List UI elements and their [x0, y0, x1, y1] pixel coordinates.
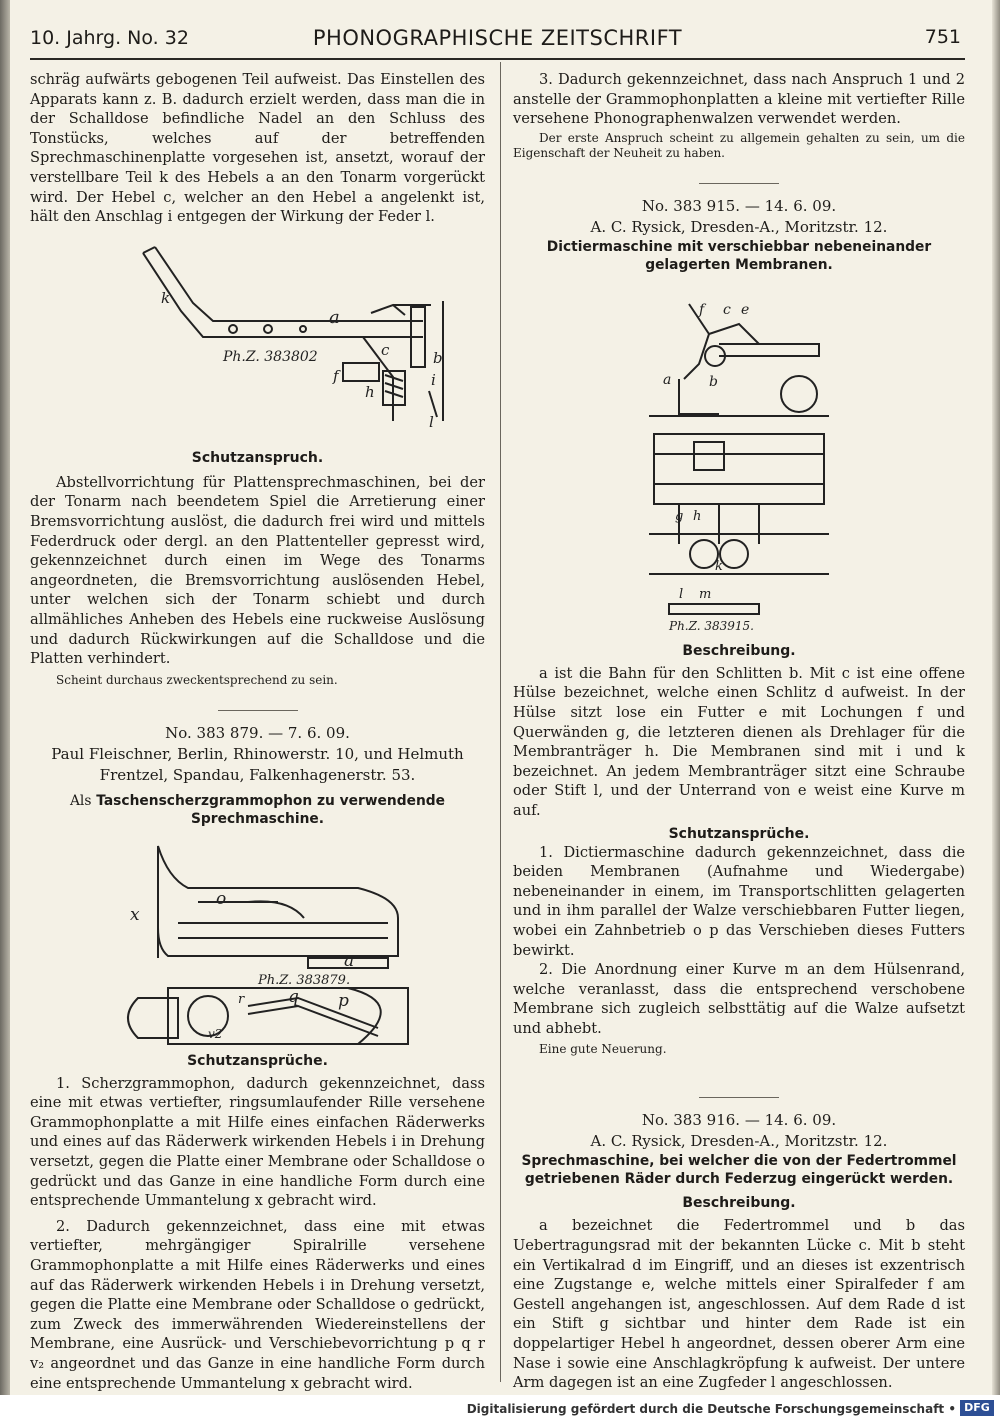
- figure-383802: [93, 241, 443, 431]
- label-a2: a: [343, 950, 354, 971]
- label-c3: c: [723, 301, 731, 318]
- figure-383802-drawing: [93, 241, 443, 431]
- label-l: l: [428, 412, 434, 431]
- label-p: p: [337, 990, 349, 1011]
- journal-title: PHONOGRAPHISCHE ZEITSCHRIFT: [312, 26, 683, 50]
- patent-383916-title: Sprechmaschine, bei welcher die von der Federtrommel getriebenen Räder durch Federzug eingerückt werden.: [521, 1153, 957, 1188]
- separator: [699, 1097, 779, 1098]
- right-column: [513, 70, 965, 1393]
- label-e3: e: [741, 301, 750, 318]
- patent-number-383915: No. 383 915. — 14. 6. 09.: [641, 196, 837, 215]
- book-spine-shadow: [0, 0, 10, 1395]
- patent-383879-title: [30, 792, 485, 828]
- label-h: h: [364, 382, 375, 401]
- figure-383879-drawing: [98, 838, 418, 1048]
- label-k3: k: [715, 558, 723, 574]
- figure-383879: [98, 838, 418, 1048]
- label-r: r: [237, 991, 244, 1007]
- page-edge: [992, 0, 1000, 1395]
- label-o: o: [215, 888, 226, 909]
- label-a: a: [328, 306, 340, 328]
- column-divider: [500, 62, 501, 1382]
- figure-383915-caption: Ph.Z. 383915.: [669, 618, 754, 633]
- description-heading-383916: Beschreibung.: [682, 1195, 796, 1212]
- figure-383802-caption: Ph.Z. 383802: [222, 348, 318, 365]
- claim-3-note: Der erste Anspruch scheint zu allgemein gehalten zu sein, um die Eigenschaft der Neuheit zu haben.: [513, 130, 965, 160]
- separator: [699, 183, 779, 184]
- intro-paragraph: schräg aufwärts gebogenen Teil aufweist. Das Einstellen des Apparats kann z. B. dadurch erzielt werden, dass man die in der Schalldose befindliche Nadel an den Schluss des Tonstücks, welches auf der betreffenden Sprechmaschinenplatte vorgesehen ist, ansetzt, worauf der verstellbare Teil k des Hebels a an den Tonarm vorgerückt wird. Der Hebel c, welcher an den Hebel a angelenkt ist, hält den Anschlag i entgegen der Wirkung der Feder l.: [30, 71, 485, 226]
- title-prefix: Als: [69, 792, 92, 809]
- claim-3-383879: 3. Dadurch gekennzeichnet, dass nach Anspruch 1 und 2 anstelle der Grammophonplatten a kleine mit vertiefter Rille versehene Phonographenwalzen verwendet werden.: [513, 71, 965, 128]
- title-text: Taschenscherzgrammophon zu verwendende Sprechmaschine.: [96, 792, 446, 827]
- claims-heading-383879: Schutzansprüche.: [187, 1052, 328, 1069]
- dfg-logo: DFG: [960, 1400, 994, 1416]
- page-number: 751: [924, 26, 961, 48]
- label-h3: h: [693, 508, 702, 524]
- label-b: b: [432, 348, 443, 367]
- label-a3: a: [663, 371, 672, 388]
- label-g3: g: [675, 508, 684, 524]
- description-heading-383915: Beschreibung.: [682, 642, 796, 659]
- label-f: f: [332, 366, 339, 385]
- note-383915: Eine gute Neuerung.: [539, 1042, 667, 1057]
- figure-383915-drawing: [639, 284, 839, 634]
- separator: [218, 710, 298, 711]
- claims-heading-383915: Schutzansprüche.: [668, 825, 810, 842]
- description-383915: a ist die Bahn für den Schlitten b. Mit c ist eine offene Hülse bezeichnet, welche einen Schlitz d aufweist. In der Hülse sitzt lose ein Futter e mit Lochungen f und Querwänden g, die letzteren dienen als Drehlager für die Membranträger h. Die Membranen sind mit i und k bezeichnet. An jedem Membranträger sitzt eine Schraube oder Stift l, und der Unterrand von e weist eine Kurve m auf.: [513, 664, 965, 819]
- digitization-footer: [0, 1395, 1000, 1422]
- figure-383879-caption: Ph.Z. 383879.: [257, 972, 350, 988]
- label-m3: m: [699, 586, 712, 602]
- patent-383915-title: Dictiermaschine mit verschiebbar nebeneinander gelagerten Membranen.: [546, 238, 932, 273]
- label-q: q: [287, 986, 299, 1007]
- patent-383879-applicant: Paul Fleischner, Berlin, Rhinowerstr. 10, und Helmuth Frentzel, Spandau, Falkenhagenerstr. 53.: [51, 744, 464, 784]
- label-k: k: [160, 288, 170, 307]
- label-b3: b: [709, 373, 718, 390]
- claim-1-383915: 1. Dictiermaschine dadurch gekennzeichnet, dass die beiden Membranen (Aufnahme und Wiedergabe) nebeneinander in einem, im Transportschlitten gelagerten und in ihm parallel der Walze verschiebbaren Futter liegen, wobei ein Zahnbetrieb o p das Verschieben dieses Futters bewirkt.: [513, 843, 965, 959]
- claim-heading: Schutzanspruch.: [191, 449, 324, 466]
- claim-note: Scheint durchaus zweckentsprechend zu sein.: [56, 672, 338, 687]
- left-column: [30, 70, 485, 1393]
- label-f3: f: [699, 301, 705, 318]
- label-i: i: [430, 370, 436, 389]
- claim-2-383915: 2. Die Anordnung einer Kurve m an dem Hülsenrand, welche veranlasst, dass die entsprechend verschobene Membrane sich zugleich selbsttätig auf die Walze aufsetzt und abhebt.: [513, 961, 965, 1037]
- patent-number-383879: No. 383 879. — 7. 6. 09.: [165, 723, 350, 742]
- label-v2: v2: [207, 1026, 222, 1041]
- label-x: x: [129, 904, 140, 925]
- claim-2-383879: 2. Dadurch gekennzeichnet, dass eine mit etwas vertiefter, mehrgängiger Spiralrille versehene Grammophonplatte a mit Hilfe eines Räderwerks und eines auf das Räderwerk wirkenden Hebels i in Drehung versetzt, gegen die Platte eine Membrane oder Schalldose o gedrückt, zum Zweck des immerwährenden Wiedereinstellens der Membrane, eine Ausrück- und Verschiebevorrichtung p q r v₂ angeordnet und das Ganze in eine handliche Form durch eine entsprechende Ummantelung x gebracht wird.: [30, 1217, 485, 1392]
- volume-issue: 10. Jahrg. No. 32: [30, 27, 189, 49]
- patent-383915-applicant: A. C. Rysick, Dresden-A., Moritzstr. 12.: [590, 217, 888, 236]
- running-header: [30, 22, 965, 60]
- claim-1-383879: 1. Scherzgrammophon, dadurch gekennzeichnet, dass eine mit etwas vertiefter, ringsumlaufender Rille versehene Grammophonplatte a mit Hilfe eines einfachen Räderwerks und eines auf das Räderwerk wirkenden Hebels i in Drehung versetzt, gegen die Platte einer Membrane oder Schalldose o gedrückt und das Ganze in eine handliche Form durch eine entsprechende Ummantelung x gebracht wird.: [30, 1074, 485, 1210]
- funding-notice: Digitalisierung gefördert durch die Deutsche Forschungsgemeinschaft •: [466, 1402, 956, 1416]
- patent-number-383916: No. 383 916. — 14. 6. 09.: [641, 1111, 837, 1130]
- description-383916: a bezeichnet die Federtrommel und b das Uebertragungsrad mit der bekannten Lücke c. Mit b steht ein Vertikalrad d im Eingriff, und an dieses ist exzentrisch eine Zugstange e, welche mittels einer Spiralfeder f am Gestell angehangen ist, angeschlossen. Auf dem Rade d ist ein Stift g sichtbar und hinter dem Rade ist ein doppelartiger Hebel h angeordnet, dessen oberer Arm eine Nase i sowie eine Anschlagkröpfung k aufweist. Der untere Arm dagegen ist an eine Zugfeder l angeschlossen.: [513, 1217, 965, 1392]
- figure-383915: [639, 284, 839, 634]
- label-c: c: [380, 340, 389, 359]
- claim-text: Abstellvorrichtung für Plattensprechmaschinen, bei der der Tonarm nach beendetem Spiel die Arretierung einer Bremsvorrichtung auslöst, die dadurch frei wird und mittels Federdruck oder dergl. an den Plattenteller gepresst wird, gekennzeichnet durch einen im Wege des Tonarms angeordneten, die Bremsvorrichtung auslösenden Hebel, unter welchen sich der Tonarm schiebt und durch allmähliches Anheben des Hebels eine ruckweise Auslösung und dadurch Rückwirkungen auf die Schalldose und die Platten verhindert.: [30, 473, 485, 668]
- patent-383916-applicant: A. C. Rysick, Dresden-A., Moritzstr. 12.: [590, 1132, 888, 1151]
- label-l3: l: [679, 586, 684, 602]
